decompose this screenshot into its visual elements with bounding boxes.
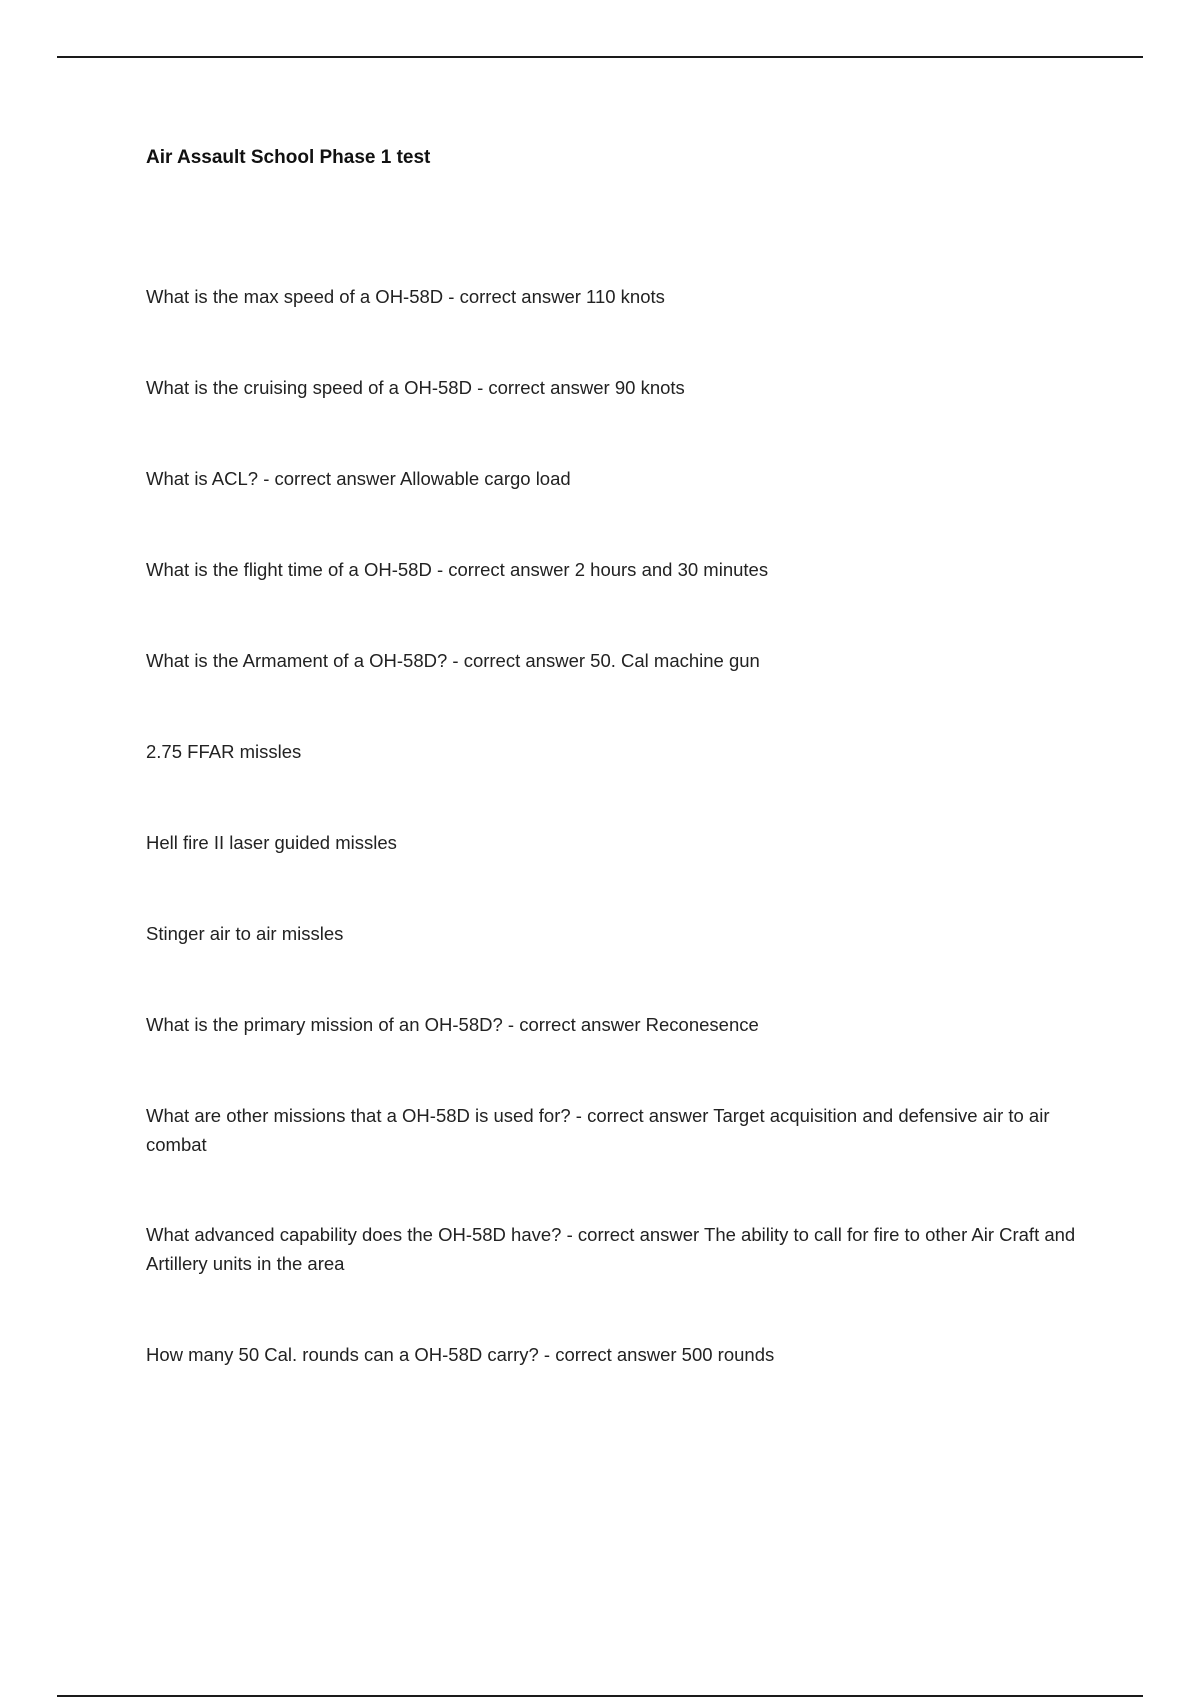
- qa-entry: How many 50 Cal. rounds can a OH-58D carry? - correct answer 500 rounds: [146, 1344, 775, 1365]
- qa-entry: Hell fire II laser guided missles: [146, 832, 397, 853]
- qa-entry: What is the primary mission of an OH-58D? - correct answer Reconesence: [146, 1014, 759, 1035]
- top-divider: [57, 56, 1143, 58]
- qa-entry: 2.75 FFAR missles: [146, 741, 302, 762]
- qa-entry: What is ACL? - correct answer Allowable cargo load: [146, 468, 571, 489]
- qa-entry: Stinger air to air missles: [146, 923, 344, 944]
- qa-entry: What advanced capability does the OH-58D have? - correct answer The ability to call for fire to other Air Craft and Artillery units in the area: [146, 1224, 1076, 1274]
- qa-entry: What is the cruising speed of a OH-58D - correct answer 90 knots: [146, 377, 685, 398]
- document-title: Air Assault School Phase 1 test: [146, 147, 431, 168]
- qa-entry: What is the flight time of a OH-58D - correct answer 2 hours and 30 minutes: [146, 559, 769, 580]
- bottom-divider: [57, 1695, 1143, 1697]
- qa-entry: What is the max speed of a OH-58D - correct answer 110 knots: [146, 286, 665, 307]
- qa-entry: What are other missions that a OH-58D is used for? - correct answer Target acquisition and defensive air to air combat: [146, 1105, 1050, 1155]
- qa-entry: What is the Armament of a OH-58D? - correct answer 50. Cal machine gun: [146, 650, 760, 671]
